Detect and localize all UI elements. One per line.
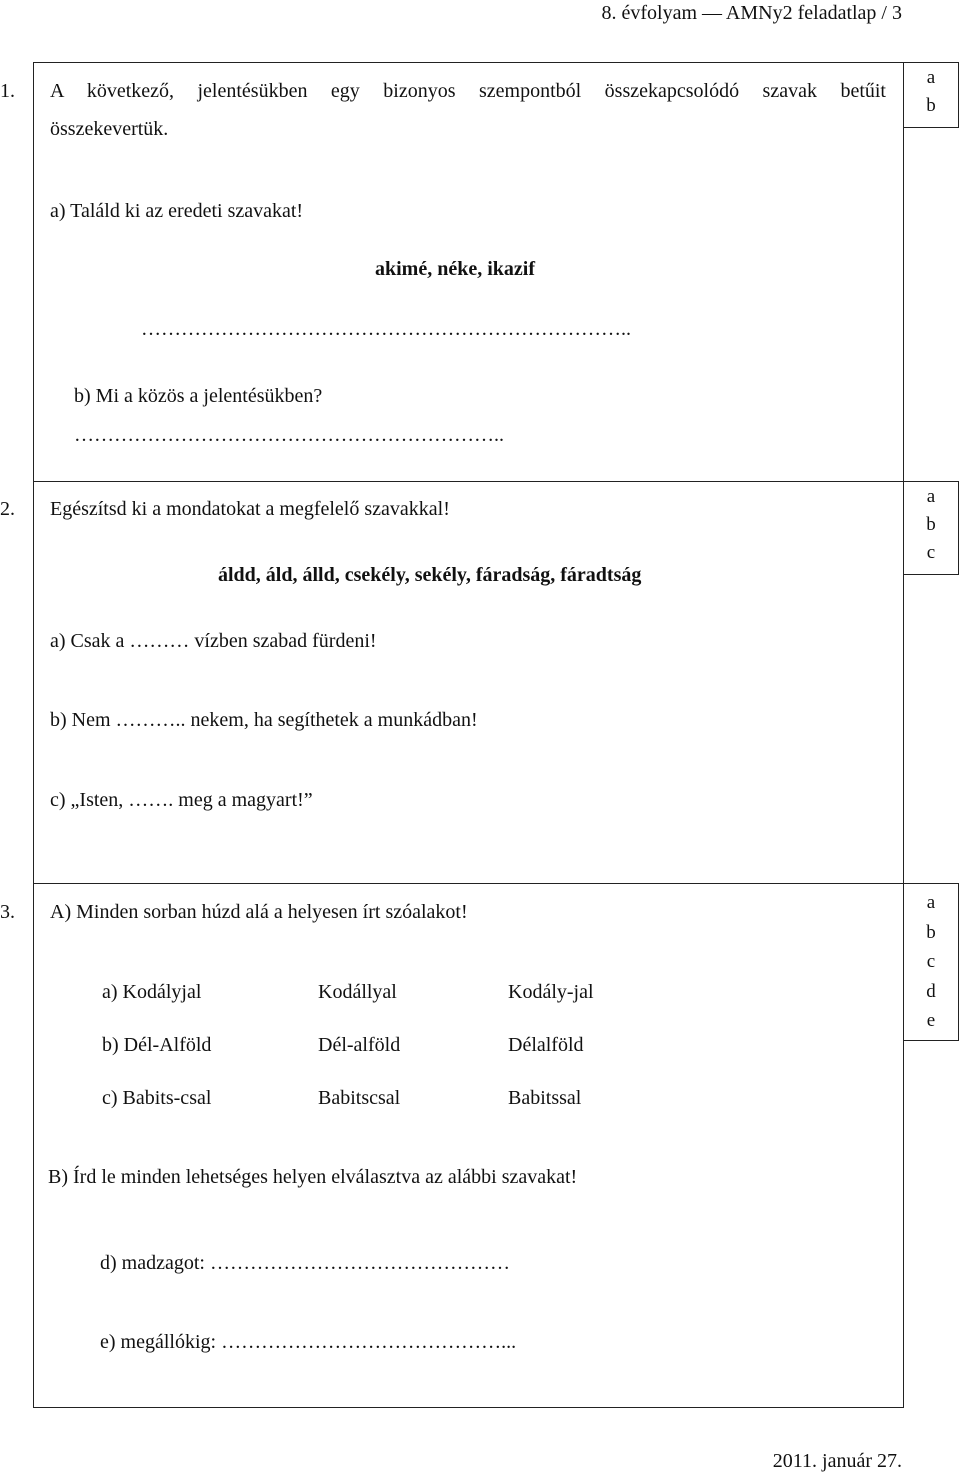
task-3-option-c2[interactable]: Babitscsal [318, 1087, 401, 1109]
task-3-word-d: d) madzagot: ……………………………………… [100, 1252, 510, 1274]
task-2-instruction: Egészítsd ki a mondatokat a megfelelő szavakkal! [50, 498, 450, 520]
task-3-option-b2[interactable]: Dél-alföld [318, 1034, 401, 1056]
task-3-score-box [903, 883, 959, 1041]
score-label-d: d [926, 981, 936, 1002]
task-3-option-a1[interactable]: a) Kodályjal [102, 981, 202, 1003]
task-1-score-box [903, 62, 959, 128]
task-3-number: 3. [0, 901, 15, 923]
task-1-answer-dots-a: ……………………………………………………………….. [141, 318, 631, 340]
task-3-option-a2[interactable]: Kodállyal [318, 981, 397, 1003]
score-label-b: b [926, 514, 936, 535]
task-3-option-b3[interactable]: Délalföld [508, 1034, 584, 1056]
task-3-instruction-a: A) Minden sorban húzd alá a helyesen írt szóalakot! [50, 901, 468, 923]
task-3-box [33, 883, 904, 1408]
task-2-number: 2. [0, 498, 15, 520]
task-1-instruction-line2: összekevertük. [50, 118, 169, 140]
score-label-b: b [926, 922, 936, 943]
score-label-a: a [926, 67, 936, 88]
footer-date: 2011. január 27. [772, 1450, 902, 1472]
task-2-word-bank: áldd, áld, álld, csekély, sekély, fáradság, fáradtság [218, 564, 642, 586]
page-header: 8. évfolyam — AMNy2 feladatlap / 3 [601, 2, 902, 24]
task-1-instruction-line1: A következő, jelentésükben egy bizonyos szempontból összekapcsolódó szavak betűit [50, 80, 886, 102]
task-3-option-b1[interactable]: b) Dél-Alföld [102, 1034, 212, 1056]
task-1-part-a: a) Találd ki az eredeti szavakat! [50, 200, 304, 222]
score-label-c: c [926, 951, 936, 972]
score-label-a: a [926, 486, 936, 507]
task-2-sentence-c: c) „Isten, ……. meg a magyart!” [50, 789, 313, 811]
task-1-answer-dots-b: ……………………………………………………….. [74, 424, 504, 446]
task-2-score-box [903, 481, 959, 575]
task-3-word-e: e) megállókig: ……………………………………... [100, 1331, 517, 1353]
task-1-scrambled-words: akimé, néke, ikazif [375, 258, 535, 280]
task-2-box [33, 481, 904, 884]
score-label-e: e [926, 1010, 936, 1031]
score-label-c: c [926, 542, 936, 563]
task-2-sentence-a: a) Csak a ……… vízben szabad fürdeni! [50, 630, 377, 652]
task-3-option-c1[interactable]: c) Babits-csal [102, 1087, 212, 1109]
task-3-instruction-b: B) Írd le minden lehetséges helyen elválasztva az alábbi szavakat! [48, 1166, 578, 1188]
task-2-sentence-b: b) Nem ……….. nekem, ha segíthetek a munkádban! [50, 709, 478, 731]
task-3-option-c3[interactable]: Babitssal [508, 1087, 582, 1109]
task-1-part-b: b) Mi a közös a jelentésükben? [74, 385, 323, 407]
task-1-number: 1. [0, 80, 15, 102]
score-label-b: b [926, 95, 936, 116]
task-3-option-a3[interactable]: Kodály-jal [508, 981, 594, 1003]
score-label-a: a [926, 892, 936, 913]
